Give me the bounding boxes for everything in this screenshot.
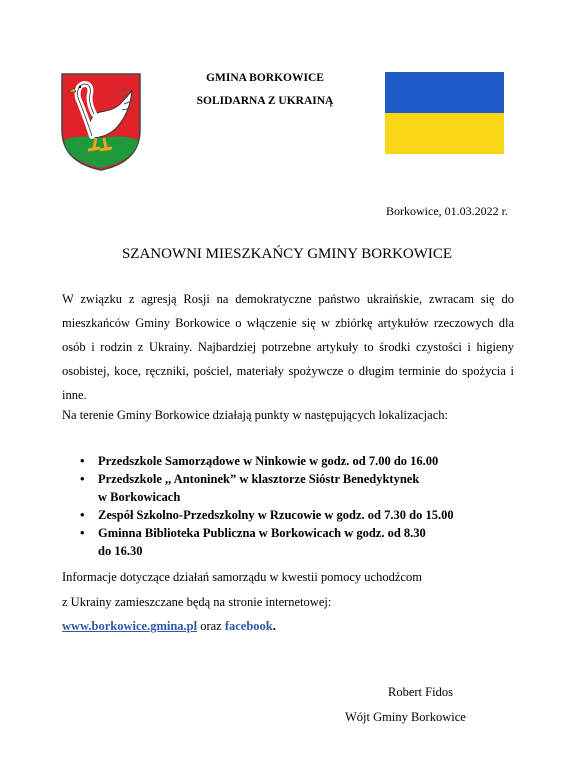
appeal-paragraph: W związku z agresją Rosji na demokratyczne państwo ukraińskie, zwracam się do mieszkańców Gminy Borkowice o włączenie się w zbiórkę artykułów rzeczowych dla osób i rodzin z Ukrainy. Najbardziej potrzebne artykuły to środki czystości i higieny osobistej, koce, ręczniki, pościel, materiały spożywcze o długim terminie do spożycia i inne. [62,292,514,402]
flag-blue-stripe [385,72,504,113]
list-item [62,470,512,506]
signature-role: Wójt Gminy Borkowice [345,710,466,724]
website-link[interactable]: www.borkowice.gmina.pl [62,619,198,633]
list-item [62,506,512,524]
ukraine-flag-icon [385,72,504,154]
flag-yellow-stripe [385,113,504,154]
facebook-link[interactable]: facebook [224,619,273,633]
locations-list [62,452,512,560]
location-text-continued: do 16.30 [98,544,143,558]
signature-name: Robert Fidos [388,685,453,699]
info-line-2: z Ukrainy zamieszczane będą na stronie internetowej: [62,595,332,609]
swan-crest-icon [60,72,142,172]
header-line-1: GMINA BORKOWICE [206,72,324,84]
list-item [62,524,512,560]
document-date: Borkowice, 01.03.2022 r. [386,204,508,218]
location-text: Zespół Szkolno-Przedszkolny w Rzucowie w godz. od 7.30 do 15.00 [98,508,454,522]
locations-intro: Na terenie Gminy Borkowice działają punkty w następujących lokalizacjach: [62,408,448,422]
info-line-1: Informacje dotyczące działań samorządu w kwestii pomocy uchodźcom [62,570,422,584]
list-item [62,452,512,470]
links-end: . [272,619,276,633]
header-line-2: SOLIDARNA Z UKRAINĄ [196,95,334,107]
document-title: SZANOWNI MIESZKAŃCY GMINY BORKOWICE [121,246,453,262]
location-text: Przedszkole Samorządowe w Ninkowie w godz. od 7.00 do 16.00 [98,454,439,468]
location-text: Przedszkole ,, Antoninek” w klasztorze Sióstr Benedyktynek [98,472,420,486]
links-line [62,619,276,634]
links-separator: oraz [197,619,225,633]
location-text: Gminna Biblioteka Publiczna w Borkowicach w godz. od 8.30 [98,526,426,540]
location-text-continued: w Borkowicach [98,490,181,504]
